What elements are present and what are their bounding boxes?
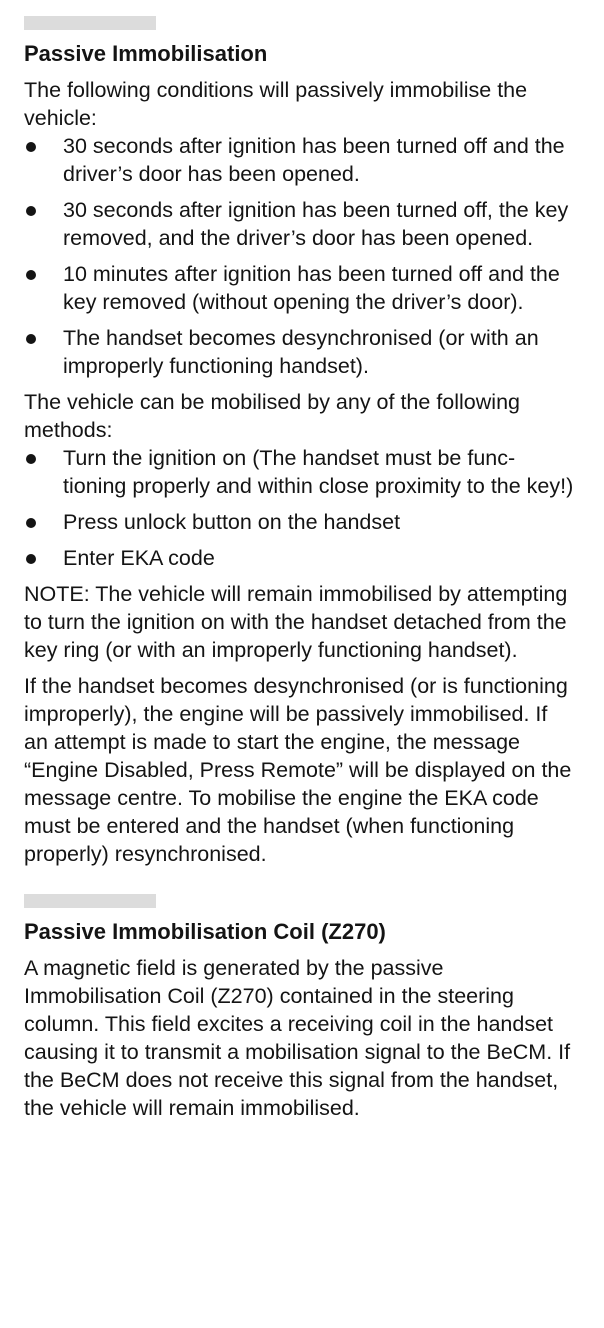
bullet-icon — [26, 142, 36, 152]
list-item — [24, 196, 576, 252]
list-item — [24, 544, 576, 572]
section-divider-bar — [24, 894, 156, 908]
list-item-text: Enter EKA code — [63, 546, 215, 570]
conditions-list — [24, 132, 576, 380]
bullet-icon — [26, 334, 36, 344]
bullet-icon — [26, 554, 36, 564]
section-heading-passive-immobilisation: Passive Immobilisation — [24, 41, 268, 66]
list-item — [24, 444, 576, 500]
section-divider-bar — [24, 16, 156, 30]
list-item-text: Press unlock button on the handset — [63, 510, 401, 534]
bullet-icon — [26, 518, 36, 528]
list-item-text: Turn the ignition on (The handset must be func-tioning properly and within close proximity to the key!) — [63, 446, 574, 498]
body-paragraph: A magnetic field is generated by the passive Immobilisation Coil (Z270) contained in the steering column. This field excites a receiving coil in the handset causing it to transmit a mobilisation signal to the BeCM. If the BeCM does not receive this signal from the handset, the vehicle will remain immobilised. — [24, 956, 571, 1120]
conditions-intro-text: The following conditions will passively immobilise the vehicle: — [24, 78, 528, 130]
list-item-text: 10 minutes after ignition has been turned off and the key removed (without opening the driver’s door). — [63, 262, 560, 314]
list-item-text: 30 seconds after ignition has been turned off and the driver’s door has been opened. — [63, 134, 565, 186]
bullet-icon — [26, 454, 36, 464]
methods-list — [24, 444, 576, 572]
bullet-icon — [26, 270, 36, 280]
list-item — [24, 132, 576, 188]
body-paragraph: If the handset becomes desynchronised (or is functioning improperly), the engine will be passively immobilised. If an attempt is made to start the engine, the message “Engine Disabled, Press Remote” will be displayed on the message centre. To mobilise the engine the EKA code must be entered and the handset (when functioning properly) resynchronised. — [24, 674, 572, 866]
methods-intro-text: The vehicle can be mobilised by any of the following methods: — [24, 390, 520, 442]
bullet-icon — [26, 206, 36, 216]
list-item-text: The handset becomes desynchronised (or with an improperly functioning handset). — [63, 326, 539, 378]
list-item-text: 30 seconds after ignition has been turned off, the key removed, and the driver’s door has been opened. — [63, 198, 569, 250]
list-item — [24, 324, 576, 380]
section-heading-immobilisation-coil: Passive Immobilisation Coil (Z270) — [24, 919, 386, 944]
note-text: NOTE: The vehicle will remain immobilised by attempting to turn the ignition on with the handset detached from the key ring (or with an improperly functioning handset). — [24, 582, 568, 662]
list-item — [24, 508, 576, 536]
document-page — [24, 0, 576, 1122]
list-item — [24, 260, 576, 316]
